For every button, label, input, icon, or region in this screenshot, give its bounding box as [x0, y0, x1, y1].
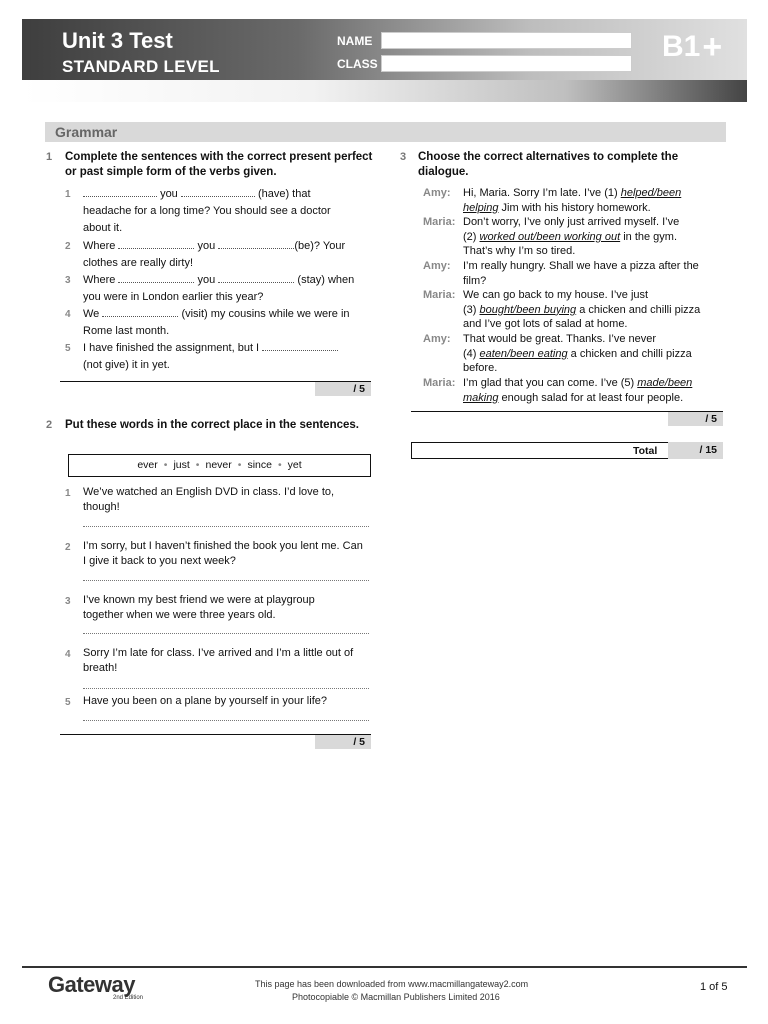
answer-line[interactable] [83, 633, 369, 634]
answer-blank[interactable] [102, 308, 178, 317]
choice-4[interactable]: eaten/been eating [479, 347, 568, 360]
speaker-label: Amy: [423, 260, 451, 272]
answer-blank[interactable] [83, 188, 157, 197]
choice-1a[interactable]: helped/been [620, 187, 682, 199]
word-box [68, 454, 371, 477]
answer-blank[interactable] [262, 342, 338, 351]
dialogue-line-3: I’m really hungry. Shall we have a pizza after the film? [463, 260, 699, 287]
total-score: / 15 [668, 442, 723, 459]
gateway-logo: Gateway [48, 972, 135, 997]
choice-1b[interactable]: helping [463, 201, 499, 214]
q1-item-number: 1 [65, 189, 71, 200]
answer-blank[interactable] [118, 240, 194, 249]
word: just [173, 459, 190, 471]
q2-item-number: 3 [65, 596, 71, 607]
q2-item-number: 5 [65, 697, 71, 708]
q2-item-number: 1 [65, 488, 71, 499]
dialogue-line-1: Hi, Maria. Sorry I’m late. I’ve (1) helped/been helping Jim with his history homework. [463, 187, 682, 214]
q1-title: Complete the sentences with the correct present perfect or past simple form of the verbs given. [65, 151, 373, 178]
q3-score: / 5 [668, 412, 723, 426]
q1-item-number: 5 [65, 343, 71, 354]
speaker-label: Amy: [423, 187, 451, 199]
q2-item-number: 2 [65, 542, 71, 553]
answer-blank[interactable] [218, 240, 294, 249]
dialogue-line-6: I’m glad that you can come. I’ve (5) made/been making enough salad for at least four people. [463, 377, 693, 404]
test-title: Unit 3 Test [62, 28, 173, 53]
q1-item-3: Where you (stay) when you were in London earlier this year? [83, 274, 355, 303]
speaker-label: Maria: [423, 377, 456, 389]
section-title: Grammar [55, 124, 118, 140]
header-stripe [22, 80, 747, 102]
q1-item-number: 2 [65, 241, 71, 252]
q1-number: 1 [46, 151, 53, 163]
word: ever [137, 459, 158, 471]
class-field[interactable] [381, 55, 632, 72]
q1-item-number: 4 [65, 309, 71, 320]
name-field[interactable] [381, 32, 632, 49]
q1-item-4: We (visit) my cousins while we were in Rome last month. [83, 308, 350, 337]
q1-item-1: you (have) that headache for a long time? You should see a doctor about it. [83, 188, 331, 234]
q2-title: Put these words in the correct place in the sentences. [65, 419, 359, 431]
level-badge [662, 28, 748, 66]
q2-score: / 5 [315, 735, 371, 749]
choice-5b[interactable]: making [463, 391, 499, 404]
word: since [247, 459, 272, 471]
answer-line[interactable] [83, 526, 369, 527]
bullet-icon: • [163, 459, 168, 471]
dialogue-line-5: That would be great. Thanks. I’ve never (4) eaten/been eating a chicken and chilli pizza before. [463, 333, 692, 375]
choice-5a[interactable]: made/been [637, 377, 693, 389]
page-number: 1 of 5 [700, 981, 728, 993]
q2-item-1: We’ve watched an English DVD in class. I’d love to, though! [83, 486, 335, 513]
dialogue-line-2: Don’t worry, I’ve only just arrived myself. I’ve (2) worked out/been working out in the gym. That’s why I’m so tired. [463, 216, 680, 258]
q2-item-4: Sorry I’m late for class. I’ve arrived and I’m a little out of breath! [83, 647, 354, 674]
answer-blank[interactable] [118, 274, 194, 283]
total-label: Total [633, 445, 658, 457]
bullet-icon: • [237, 459, 242, 471]
edition-label: 2nd Edition [113, 995, 144, 1001]
q2-number: 2 [46, 419, 53, 431]
word: never [205, 459, 232, 471]
answer-blank[interactable] [181, 188, 255, 197]
choice-2[interactable]: worked out/been working out [479, 230, 621, 243]
q3-number: 3 [400, 151, 407, 163]
speaker-label: Maria: [423, 216, 456, 228]
q1-item-5: I have finished the assignment, but I (not give) it in yet. [83, 340, 373, 374]
answer-line[interactable] [83, 688, 369, 689]
download-note: This page has been downloaded from www.macmillangateway2.com [255, 979, 529, 989]
q1-score: / 5 [315, 382, 371, 396]
word: yet [287, 459, 302, 471]
dialogue-line-4: We can go back to my house. I’ve just (3) bought/been buying a chicken and chilli pizza and I’ve got lots of salad at home. [463, 289, 701, 331]
bullet-icon: • [277, 459, 282, 471]
choice-3[interactable]: bought/been buying [479, 303, 577, 316]
name-label: NAME [337, 34, 373, 48]
copyright-note: Photocopiable © Macmillan Publishers Limited 2016 [292, 992, 500, 1002]
section-bar [45, 122, 726, 142]
q3-title: Choose the correct alternatives to complete the dialogue. [418, 151, 679, 178]
answer-line[interactable] [83, 720, 369, 721]
class-label: CLASS [337, 57, 378, 71]
q1-item-2: Where you (be)? Your clothes are really dirty! [83, 240, 346, 269]
bullet-icon: • [195, 459, 200, 471]
speaker-label: Maria: [423, 289, 456, 301]
q2-item-2: I’m sorry, but I haven’t finished the book you lent me. Can I give it back to you next week? [83, 540, 363, 567]
level-text: B1 [662, 30, 701, 63]
answer-line[interactable] [83, 580, 369, 581]
answer-blank[interactable] [218, 274, 294, 283]
speaker-label: Amy: [423, 333, 451, 345]
q1-item-number: 3 [65, 275, 71, 286]
q2-item-number: 4 [65, 649, 71, 660]
test-level: STANDARD LEVEL [62, 57, 220, 76]
q2-item-5: Have you been on a plane by yourself in your life? [83, 695, 327, 707]
level-plus: + [702, 28, 723, 66]
footer-divider [22, 966, 747, 968]
q2-item-3: I’ve known my best friend we were at playgroup together when we were three years old. [83, 594, 315, 621]
